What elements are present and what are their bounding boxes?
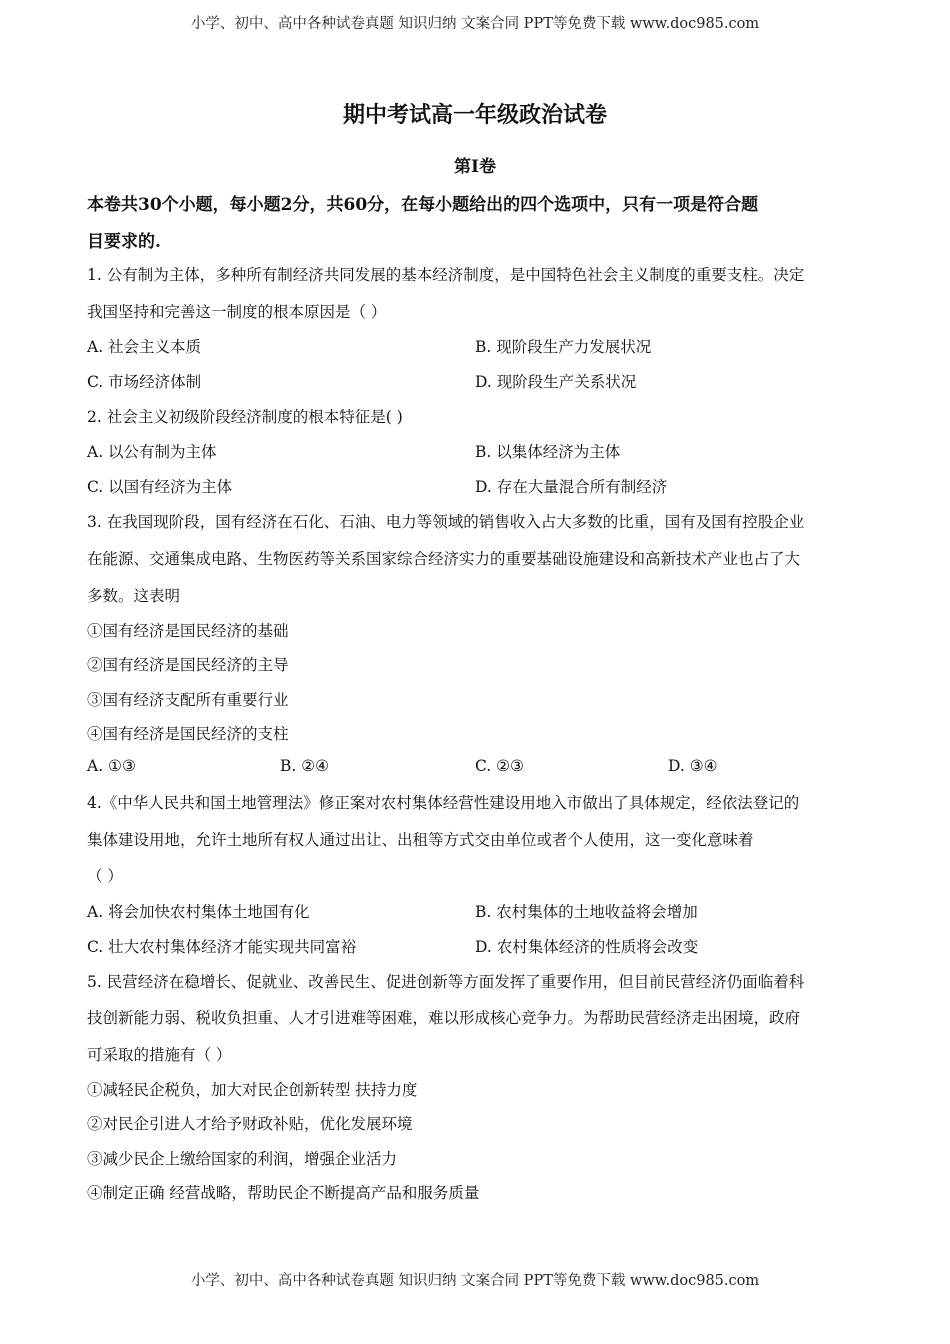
q3-item-4: ④国有经济是国民经济的支柱 [87,725,289,743]
q3-stem-line-1: 3. 在我国现阶段，国有经济在石化、石油、电力等领域的销售收入占大多数的比重，国有及国有控股企业 [87,513,805,531]
q3-item-1: ①国有经济是国民经济的基础 [87,622,289,640]
q3-item-2: ②国有经济是国民经济的主导 [87,656,289,674]
q4-option-d: D. 农村集体经济的性质将会改变 [475,938,699,956]
q4-stem-line-2: 集体建设用地，允许土地所有权人通过出让、出租等方式交由单位或者个人使用，这一变化意味着 [87,831,754,849]
q1-option-c: C. 市场经济体制 [87,373,202,391]
instructions-line-2: 目要求的. [87,232,161,252]
q5-stem-line-3: 可采取的措施有（ ） [87,1046,232,1064]
q5-item-2: ②对民企引进人才给予财政补贴，优化发展环境 [87,1115,413,1133]
q3-option-d: D. ③④ [668,757,718,775]
q2-stem-line-1: 2. 社会主义初级阶段经济制度的根本特征是( ) [87,408,403,426]
q4-stem-line-3: （ ） [87,867,123,885]
q3-stem-line-3: 多数。这表明 [87,587,181,605]
q3-stem-line-2: 在能源、交通集成电路、生物医药等关系国家综合经济实力的重要基础设施建设和高新技术产业也占了大 [87,550,801,568]
instructions-line-1: 本卷共30个小题，每小题2分，共60分，在每小题给出的四个选项中，只有一项是符合题 [87,195,759,215]
q2-option-c: C. 以国有经济为主体 [87,478,233,496]
section-title: 第Ⅰ卷 [454,157,496,177]
q3-item-3: ③国有经济支配所有重要行业 [87,691,289,709]
q1-option-d: D. 现阶段生产关系状况 [475,373,637,391]
q2-option-d: D. 存在大量混合所有制经济 [475,478,668,496]
q3-option-a: A. ①③ [87,757,136,775]
q4-stem-line-1: 4.《中华人民共和国土地管理法》修正案对农村集体经营性建设用地入市做出了具体规定，经依法登记的 [87,794,800,812]
q2-option-a: A. 以公有制为主体 [87,443,217,461]
q1-stem-line-1: 1. 公有制为主体，多种所有制经济共同发展的基本经济制度，是中国特色社会主义制度的重要支柱。决定 [87,266,805,284]
page-header: 小学、初中、高中各种试卷真题 知识归纳 文案合同 PPT等免费下载 www.doc985.com [190,16,760,32]
q1-option-a: A. 社会主义本质 [87,338,202,356]
exam-title: 期中考试高一年级政治试卷 [342,102,607,128]
q1-stem-line-2: 我国坚持和完善这一制度的根本原因是（ ） [87,303,387,321]
q3-option-c: C. ②③ [475,757,524,775]
q4-option-b: B. 农村集体的土地收益将会增加 [475,903,698,921]
q3-option-b: B. ②④ [280,757,330,775]
q5-stem-line-1: 5. 民营经济在稳增长、促就业、改善民生、促进创新等方面发挥了重要作用，但目前民营经济仍面临着科 [87,973,805,991]
q1-option-b: B. 现阶段生产力发展状况 [475,338,652,356]
page-footer: 小学、初中、高中各种试卷真题 知识归纳 文案合同 PPT等免费下载 www.doc985.com [190,1273,760,1289]
q4-option-c: C. 壮大农村集体经济才能实现共同富裕 [87,938,357,956]
q5-item-3: ③减少民企上缴给国家的利润，增强企业活力 [87,1150,398,1168]
q4-option-a: A. 将会加快农村集体土地国有化 [87,903,310,921]
q5-item-4: ④制定正确 经营战略，帮助民企不断提高产品和服务质量 [87,1184,480,1202]
q5-stem-line-2: 技创新能力弱、税收负担重、人才引进难等困难，难以形成核心竞争力。为帮助民营经济走出困境，政府 [87,1009,801,1027]
q5-item-1: ①减轻民企税负，加大对民企创新转型 扶持力度 [87,1081,418,1099]
q2-option-b: B. 以集体经济为主体 [475,443,621,461]
